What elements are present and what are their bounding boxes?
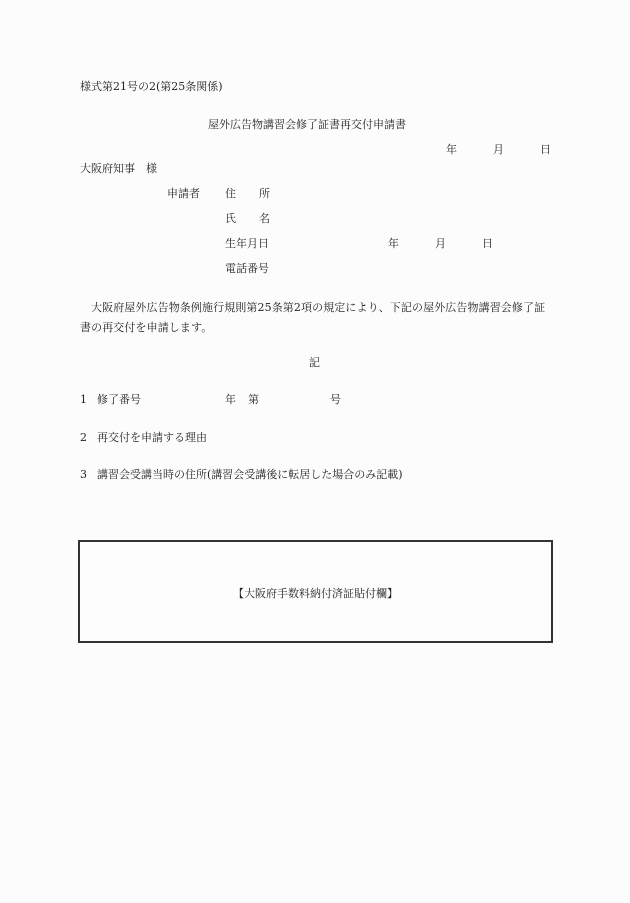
fee-stamp-label: 【大阪府手数料納付済証貼付欄】 — [233, 587, 398, 600]
name-label-1: 氏 — [225, 212, 236, 225]
item-number: 2 — [80, 431, 87, 444]
applicant-label: 申請者 — [167, 187, 200, 200]
birthdate-month: 月 — [435, 237, 446, 250]
item-label: 講習会受講当時の住所(講習会受講後に転居した場合のみ記載) — [97, 468, 403, 481]
ki-heading: 記 — [309, 356, 320, 369]
item-number: 1 — [80, 393, 87, 406]
document-title: 屋外広告物講習会修了証書再交付申請書 — [208, 118, 406, 131]
date-month-label: 月 — [493, 143, 504, 156]
phone-label: 電話番号 — [225, 262, 269, 275]
birthdate-label: 生年月日 — [225, 237, 269, 250]
name-label-2: 名 — [259, 212, 270, 225]
cert-go-label: 号 — [330, 393, 341, 406]
address-label-1: 住 — [225, 187, 236, 200]
addressee: 大阪府知事 様 — [80, 162, 157, 175]
cert-year-label: 年 — [225, 393, 236, 406]
fee-stamp-box — [78, 540, 553, 643]
item-number: 3 — [80, 468, 87, 481]
birthdate-year: 年 — [388, 237, 399, 250]
date-year-label: 年 — [446, 143, 457, 156]
address-label-2: 所 — [259, 187, 270, 200]
item-label: 再交付を申請する理由 — [97, 431, 207, 444]
date-day-label: 日 — [540, 143, 551, 156]
item-label: 修了番号 — [97, 393, 141, 406]
cert-dai-label: 第 — [248, 393, 259, 406]
form-number: 様式第21号の2(第25条関係) — [80, 80, 223, 93]
birthdate-day: 日 — [482, 237, 493, 250]
application-statement: 大阪府屋外広告物条例施行規則第25条第2項の規定により、下記の屋外広告物講習会修了証書の再交付を申請します。 — [80, 301, 546, 334]
